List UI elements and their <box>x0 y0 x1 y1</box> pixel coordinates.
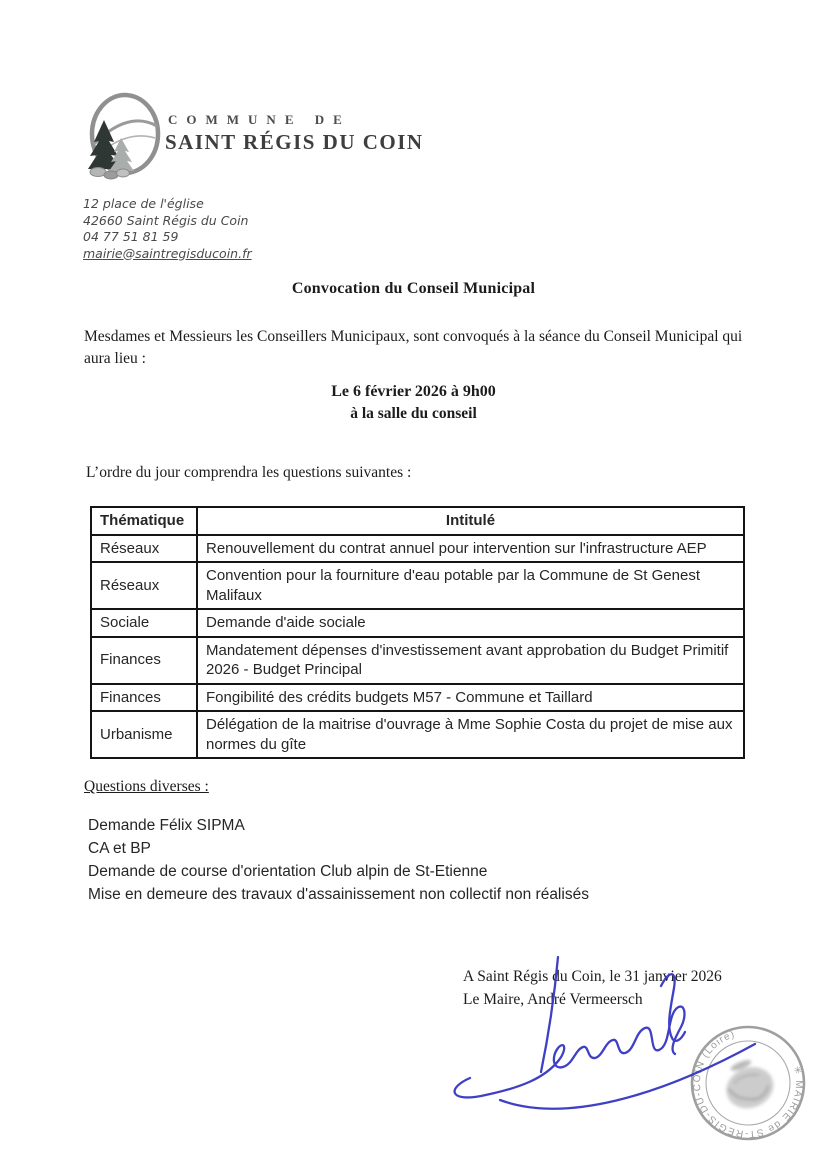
cell-intitule: Demande d'aide sociale <box>197 609 744 637</box>
phone-number: 04 77 51 81 59 <box>83 229 179 244</box>
signoff-signatory: Le Maire, André Vermeersch <box>463 990 643 1008</box>
logo-text-saint-regis: SAINT RÉGIS DU COIN <box>165 130 424 154</box>
email-address: mairie@saintregisducoin.fr <box>83 245 252 261</box>
logo-text-commune-de: COMMUNE DE <box>168 112 351 127</box>
document-title: Convocation du Conseil Municipal <box>291 280 536 297</box>
table-row <box>91 609 744 637</box>
cell-thematique: Sociale <box>91 609 197 637</box>
cell-thematique: Finances <box>91 637 197 684</box>
address-line-1: 12 place de l'église <box>83 196 204 211</box>
stamp-emblem <box>717 1053 779 1115</box>
signoff-place-date: A Saint Régis du Coin, le 31 janvier 2026 <box>463 968 722 985</box>
agenda-intro: L’ordre du jour comprendra les questions suivantes : <box>86 464 412 481</box>
table-header-row <box>91 507 744 535</box>
column-header-intitule: Intitulé <box>197 507 744 535</box>
cell-thematique: Réseaux <box>91 535 197 563</box>
mayor-stamp-icon <box>675 1010 821 1156</box>
table-row <box>91 711 744 758</box>
cell-intitule: Renouvellement du contrat annuel pour intervention sur l'infrastructure AEP <box>197 535 744 563</box>
question-item: Mise en demeure des travaux d'assainissement non collectif non réalisés <box>88 886 589 903</box>
cell-thematique: Réseaux <box>91 562 197 609</box>
address-line-2: 42660 Saint Régis du Coin <box>83 212 249 228</box>
mayor-signature <box>455 957 755 1109</box>
question-item: CA et BP <box>88 840 151 857</box>
meeting-place: à la salle du conseil <box>350 405 477 422</box>
cell-intitule: Convention pour la fourniture d'eau potable par la Commune de St Genest Malifaux <box>197 562 744 609</box>
cell-intitule: Mandatement dépenses d'investissement avant approbation du Budget Primitif 2026 - Budget Principal <box>197 637 744 684</box>
column-header-thematique: Thématique <box>91 507 197 535</box>
cell-thematique: Finances <box>91 684 197 712</box>
meeting-date: Le 6 février 2026 à 9h00 <box>331 383 496 400</box>
questions-diverses-list <box>88 814 589 906</box>
agenda-table <box>90 506 745 759</box>
intro-paragraph: Mesdames et Messieurs les Conseillers Municipaux, sont convoqués à la séance du Conseil Municipal qui aura lieu : <box>84 328 743 367</box>
question-item: Demande de course d'orientation Club alpin de St-Etienne <box>88 863 488 880</box>
questions-diverses-title: Questions diverses : <box>84 778 209 795</box>
stamp-ring-text: ✳ MAIRIE de ST-REGIS-DU-COIN (Loire) <box>691 1028 805 1140</box>
cell-intitule: Fongibilité des crédits budgets M57 - Commune et Taillard <box>197 684 744 712</box>
table-row <box>91 562 744 609</box>
cell-thematique: Urbanisme <box>91 711 197 758</box>
signature-and-stamp <box>425 928 827 1168</box>
table-row <box>91 535 744 563</box>
table-row <box>91 637 744 684</box>
table-row <box>91 684 744 712</box>
cell-intitule: Délégation de la maitrise d'ouvrage à Mme Sophie Costa du projet de mise aux normes du gîte <box>197 711 744 758</box>
contact-block <box>83 196 252 262</box>
question-item: Demande Félix SIPMA <box>88 817 245 834</box>
